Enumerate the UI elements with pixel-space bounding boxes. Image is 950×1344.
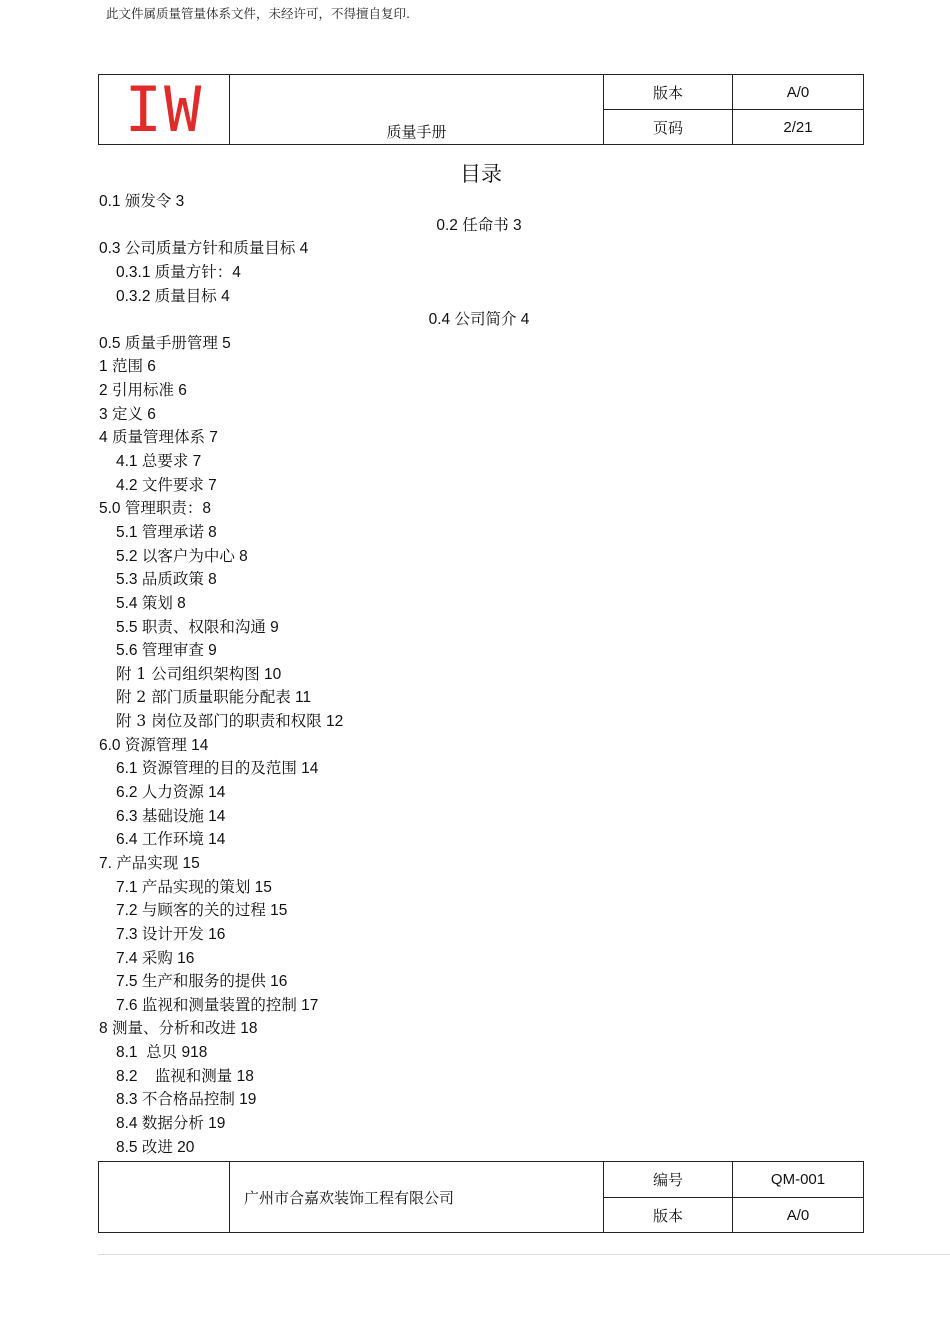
toc-entry[interactable] <box>99 545 859 569</box>
toc-entry-number: 0.4 <box>428 311 455 329</box>
toc-entry[interactable] <box>99 190 859 214</box>
toc-entry-title: 颁发令 <box>124 192 172 210</box>
version-label: 版本 <box>604 75 733 110</box>
toc-entry-number: 7. <box>99 854 117 872</box>
toc-entry-page: 14 <box>203 807 226 825</box>
toc-entry-number: 0.3.1 <box>116 263 155 281</box>
toc-entry-number: 1 <box>99 358 112 376</box>
toc-entry[interactable] <box>99 734 859 758</box>
toc-entry-title: 定义 <box>111 404 143 423</box>
toc-entry-number: 5.5 <box>116 618 142 636</box>
toc-entry-number: 7.5 <box>116 973 142 991</box>
toc-entry[interactable] <box>99 1112 859 1136</box>
toc-entry-page: 15 <box>265 902 288 920</box>
toc-entry-page: 3 <box>171 193 185 210</box>
toc-entry[interactable] <box>99 1041 859 1065</box>
toc-entry-page: 3 <box>508 216 522 234</box>
toc-entry-title: 附 3 岗位及部门的职责和权限 <box>116 712 322 731</box>
toc-entry-page: 12 <box>321 713 344 731</box>
toc-entry-page: 16 <box>265 973 288 991</box>
toc-entry-page: 18 <box>232 1067 254 1085</box>
manual-title: 质量手册 <box>230 75 604 145</box>
code-label: 编号 <box>604 1162 733 1198</box>
toc-entry-title: 质量方针： <box>154 262 233 281</box>
toc-entry[interactable] <box>99 450 859 474</box>
toc-entry-number: 0.3 <box>99 240 125 258</box>
toc-entry-page: 20 <box>172 1138 195 1156</box>
toc-entry-page: 16 <box>203 925 226 943</box>
toc-entry[interactable] <box>99 1065 859 1089</box>
toc-entry-number: 0.1 <box>99 193 125 210</box>
toc-entry-title: 资源管理的目的及范围 <box>141 759 297 778</box>
toc-entry-number: 5.6 <box>116 642 142 660</box>
toc-entry-title: 附 2 部门质量职能分配表 <box>116 688 291 707</box>
toc-entry-page: 7 <box>203 476 217 494</box>
toc-entry[interactable] <box>99 1136 859 1160</box>
toc-entry[interactable] <box>99 1017 859 1041</box>
toc-entry-title: 品质政策 <box>141 570 204 589</box>
company-logo <box>99 72 230 146</box>
toc-entry-title: 公司质量方针和质量目标 <box>124 239 296 258</box>
toc-entry-page: 17 <box>296 996 319 1014</box>
toc-entry[interactable] <box>99 852 859 876</box>
company-name: 广州市合嘉欢装饰工程有限公司 <box>230 1162 604 1233</box>
toc-entry-title: 任命书 <box>462 215 509 234</box>
toc-entry-page: 9 <box>203 642 217 660</box>
toc-entry[interactable] <box>99 214 859 238</box>
toc-entry-page: 8 <box>203 571 217 589</box>
toc-entry[interactable] <box>99 474 859 498</box>
footer-table <box>98 1161 864 1233</box>
toc-entry-page: 8 <box>202 500 211 518</box>
toc-entry[interactable] <box>99 828 859 852</box>
toc-entry-page: 918 <box>177 1044 208 1062</box>
toc-entry-title: 工作环境 <box>141 830 204 849</box>
toc-entry-page: 19 <box>203 1114 226 1132</box>
toc-entry-number: 8.4 <box>116 1114 142 1132</box>
toc-title: 目录 <box>460 162 502 186</box>
toc-entry[interactable] <box>99 639 859 663</box>
toc-entry[interactable] <box>99 497 859 521</box>
toc-entry-title: 采购 <box>141 948 173 967</box>
page-divider <box>98 1254 950 1255</box>
toc-entry-number: 7.6 <box>116 996 142 1014</box>
toc-entry-page: 4 <box>295 240 309 258</box>
toc-entry-title: 监视和测量装置的控制 <box>141 995 297 1014</box>
header-table <box>98 74 864 145</box>
toc-entry-number: 7.2 <box>116 902 142 920</box>
toc-entry[interactable] <box>99 781 859 805</box>
toc-entry[interactable] <box>99 426 859 450</box>
toc-entry-title: 生产和服务的提供 <box>141 972 266 991</box>
toc-entry-page: 10 <box>259 665 282 683</box>
toc-entry-title: 以客户为中心 <box>141 546 235 565</box>
toc-entry-title: 范围 <box>111 357 143 376</box>
toc-entry[interactable] <box>99 237 859 261</box>
toc-entry-number: 8.3 <box>116 1091 142 1109</box>
toc-entry-page: 6 <box>173 382 187 400</box>
toc-entry-title: 引用标准 <box>111 381 174 400</box>
toc-entry-number: 8 <box>99 1020 112 1038</box>
toc-entry-number: 2 <box>99 382 112 400</box>
toc-entry-page: 8 <box>203 523 217 541</box>
toc-entry-page: 15 <box>250 878 272 896</box>
toc-entry-page: 6 <box>142 358 156 376</box>
toc-entry-number: 5.1 <box>116 523 142 541</box>
logo-text: IW <box>124 72 204 146</box>
toc-entry[interactable] <box>99 285 859 309</box>
toc-entry-number: 6.0 <box>99 736 125 754</box>
toc-entry-number: 6.3 <box>116 807 142 825</box>
toc-entry[interactable] <box>99 663 859 687</box>
toc-entry-title: 与顾客的关的过程 <box>141 901 266 920</box>
toc-entry-number: 3 <box>99 405 112 423</box>
toc-entry-number: 6.2 <box>116 784 142 802</box>
toc-entry-title: 策划 <box>141 593 173 612</box>
toc-entry-title: 基础设施 <box>141 806 204 825</box>
toc-entry[interactable] <box>99 899 859 923</box>
toc-entry-number: 4.1 <box>116 453 142 471</box>
toc-entry[interactable] <box>99 686 859 710</box>
toc-entry-title: 质量目标 <box>154 286 217 305</box>
toc-entry-title: 质量管理体系 <box>111 428 205 447</box>
toc-entry[interactable] <box>99 308 859 332</box>
toc-entry[interactable] <box>99 332 859 356</box>
toc-entry-title: 管理承诺 <box>141 522 204 541</box>
toc-entry-number: 7.1 <box>116 878 142 896</box>
toc-entry-page: 5 <box>217 334 231 352</box>
toc-entry-number: 0.5 <box>99 334 125 352</box>
toc-entry[interactable] <box>99 355 859 379</box>
toc-entry-page: 4 <box>232 263 241 281</box>
toc-entry[interactable] <box>99 568 859 592</box>
toc-entry-page: 15 <box>178 854 200 872</box>
toc-entry-page: 16 <box>172 949 195 967</box>
toc-entry-title: 产品实现的策划 <box>141 877 251 896</box>
toc-entry-title: 管理审查 <box>141 641 204 660</box>
toc-entry[interactable] <box>99 970 859 994</box>
toc-entry-number: 7.4 <box>116 949 142 967</box>
toc-entry-number: 7.3 <box>116 925 142 943</box>
toc-entry-title: 公司简介 <box>454 310 517 329</box>
toc-entry-number: 6.4 <box>116 831 142 849</box>
toc-entry-number: 5.3 <box>116 571 142 589</box>
footer-version-label: 版本 <box>604 1198 733 1233</box>
page-label: 页码 <box>604 110 733 145</box>
toc-entry-number: 0.2 <box>436 216 463 234</box>
toc-entry-title: 不合格品控制 <box>141 1090 235 1109</box>
toc-entry-number: 4.2 <box>116 476 142 494</box>
version-value: A/0 <box>733 75 864 110</box>
toc-entry[interactable] <box>99 947 859 971</box>
toc-entry-title: 职责、权限和沟通 <box>141 617 266 636</box>
toc-entry[interactable] <box>99 261 859 285</box>
footer-blank-cell <box>99 1162 230 1233</box>
toc-entry-page: 4 <box>516 311 530 329</box>
toc-entry-title: 测量、分析和改进 <box>111 1019 236 1038</box>
toc-entry-page: 14 <box>203 784 226 802</box>
toc-entry[interactable] <box>99 805 859 829</box>
toc-entry-page: 14 <box>296 760 319 778</box>
toc-entry-page: 11 <box>290 689 312 707</box>
toc-entry-page: 7 <box>188 453 202 471</box>
toc-entry-number: 0.3.2 <box>116 287 155 305</box>
toc-entry-title: 总要求 <box>141 452 189 471</box>
toc-entry-number: 5.2 <box>116 547 142 565</box>
toc-entry-page: 18 <box>235 1020 258 1038</box>
toc-entry-title: 管理职责： <box>124 499 203 518</box>
toc-entry[interactable] <box>99 876 859 900</box>
toc-entry[interactable] <box>99 710 859 734</box>
toc-entry[interactable] <box>99 521 859 545</box>
toc-entry[interactable] <box>99 757 859 781</box>
toc-entry[interactable] <box>99 923 859 947</box>
table-of-contents <box>99 190 859 1159</box>
toc-entry-title: 总贝 <box>146 1043 178 1062</box>
toc-entry-page: 14 <box>203 831 226 849</box>
toc-entry-title: 质量手册管理 <box>124 333 218 352</box>
toc-entry-number: 5.4 <box>116 594 142 612</box>
toc-entry-title: 设计开发 <box>141 924 204 943</box>
toc-entry-number: 5.0 <box>99 500 125 518</box>
toc-entry-page: 14 <box>186 736 209 754</box>
toc-entry[interactable] <box>99 379 859 403</box>
toc-entry-number: 8.2 <box>116 1067 155 1085</box>
toc-entry[interactable] <box>99 616 859 640</box>
toc-entry-number: 8.5 <box>116 1138 142 1156</box>
toc-entry-number: 4 <box>99 429 112 447</box>
footer-version-value: A/0 <box>733 1198 864 1233</box>
toc-entry-title: 产品实现 <box>116 853 179 872</box>
toc-entry-title: 文件要求 <box>141 475 204 494</box>
toc-entry[interactable] <box>99 403 859 427</box>
toc-entry-page: 9 <box>265 618 279 636</box>
toc-entry-title: 人力资源 <box>141 783 204 802</box>
toc-entry-title: 监视和测量 <box>154 1066 233 1085</box>
toc-entry-page: 4 <box>216 287 230 305</box>
toc-entry-number: 6.1 <box>116 760 142 778</box>
toc-entry-page: 19 <box>234 1091 257 1109</box>
toc-entry[interactable] <box>99 1088 859 1112</box>
copy-notice: 此文件属质量管量体系文件，未经许可，不得擅自复印. <box>106 6 410 21</box>
code-value: QM-001 <box>733 1162 864 1198</box>
toc-entry-title: 数据分析 <box>141 1113 204 1132</box>
toc-entry-title: 改进 <box>141 1137 173 1156</box>
page-value: 2/21 <box>733 110 864 145</box>
toc-entry-number: 8.1 <box>116 1044 147 1062</box>
toc-entry-title: 附 1 公司组织架构图 <box>116 664 260 683</box>
toc-entry-page: 8 <box>172 594 186 612</box>
toc-entry-page: 8 <box>234 547 248 565</box>
toc-entry[interactable] <box>99 592 859 616</box>
toc-entry-page: 6 <box>142 405 156 423</box>
toc-entry[interactable] <box>99 994 859 1018</box>
toc-entry-page: 7 <box>204 429 218 447</box>
toc-entry-title: 资源管理 <box>124 735 187 754</box>
